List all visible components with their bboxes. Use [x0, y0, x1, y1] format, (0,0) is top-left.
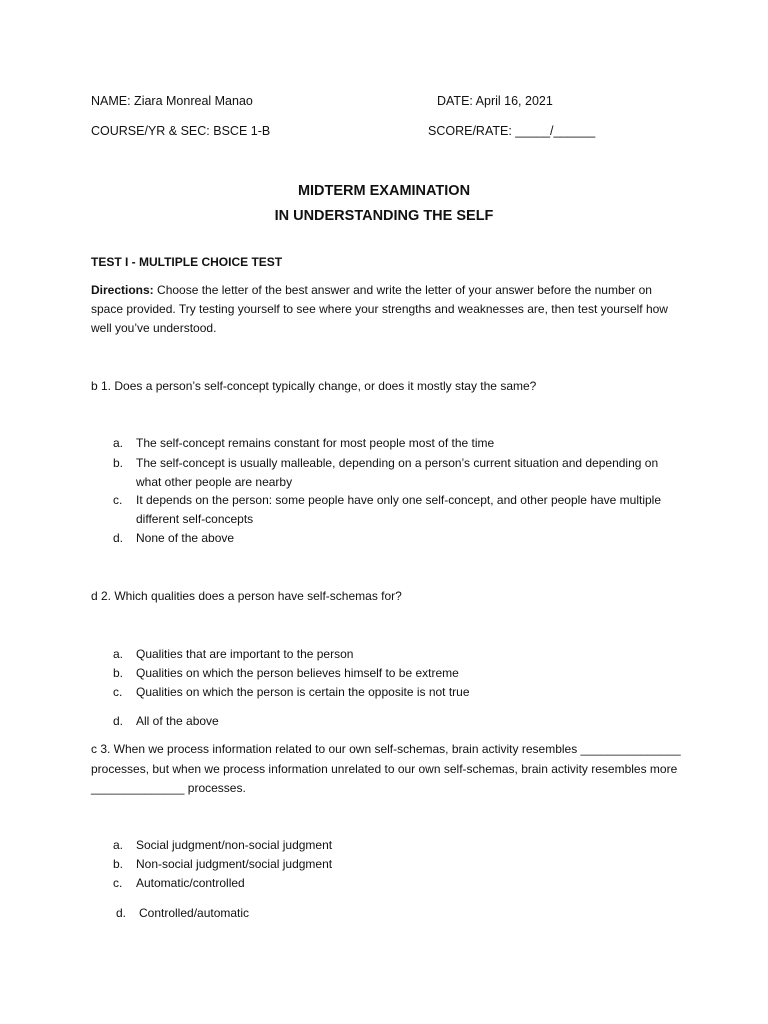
question-1-option-d: [113, 529, 693, 548]
option-text: None of the above: [136, 531, 235, 545]
question-2-option-c: [113, 683, 693, 702]
option-text: Automatic/controlled: [136, 876, 245, 890]
question-3: c 3. When we process information related to our own self-schemas, brain activity resembles _______________ processes, but when we process information unrelated to our own self-schemas, brain activity resembles more ______________ processes.: [91, 742, 681, 795]
option-text: Controlled/automatic: [139, 906, 250, 920]
exam-title-line2: IN UNDERSTANDING THE SELF: [274, 208, 494, 224]
student-name: NAME: Ziara Monreal Manao: [91, 94, 253, 108]
option-text: Qualities on which the person is certain the opposite is not true: [136, 685, 470, 699]
question-1: b 1. Does a person’s self-concept typically change, or does it mostly stay the same?: [91, 379, 537, 393]
course-year-section: COURSE/YR & SEC: BSCE 1-B: [91, 124, 271, 138]
option-letter: a.: [113, 436, 124, 450]
question-3-option-a: [113, 836, 693, 855]
exam-date: DATE: April 16, 2021: [437, 94, 553, 108]
question-2-option-d: [113, 712, 693, 731]
question-3-option-b: [113, 855, 693, 874]
option-text: Qualities on which the person believes himself to be extreme: [136, 666, 459, 680]
option-letter: c.: [113, 876, 123, 890]
question-3-option-c: [113, 874, 693, 893]
score-rate: SCORE/RATE: _____/______: [428, 124, 596, 138]
directions-label: Directions:: [91, 283, 154, 297]
option-letter: b.: [113, 456, 124, 470]
question-2-option-b: [113, 664, 693, 683]
option-text: It depends on the person: some people have only one self-concept, and other people have multiple different self-concepts: [136, 493, 662, 526]
option-text: All of the above: [136, 714, 219, 728]
option-letter: c.: [113, 493, 123, 507]
question-1-option-c: [113, 491, 693, 528]
directions: [91, 281, 681, 338]
option-letter: d.: [113, 531, 124, 545]
option-text: Non-social judgment/social judgment: [136, 857, 333, 871]
question-2-option-a: [113, 645, 693, 664]
option-text: Qualities that are important to the person: [136, 647, 354, 661]
option-letter: a.: [113, 838, 124, 852]
question-1-option-b: [113, 454, 693, 491]
question-1-option-a: [113, 434, 693, 453]
directions-text: Choose the letter of the best answer and write the letter of your answer before the number on space provided. Try testing yourself to see where your strengths and weaknesses are, then test yourself how well you’ve understood.: [91, 283, 668, 335]
question-3-option-d: [116, 904, 696, 923]
option-text: Social judgment/non-social judgment: [136, 838, 333, 852]
option-letter: c.: [113, 685, 123, 699]
option-letter: b.: [113, 666, 124, 680]
test-heading: TEST I - MULTIPLE CHOICE TEST: [91, 255, 283, 269]
option-text: The self-concept remains constant for most people most of the time: [136, 436, 495, 450]
question-2: d 2. Which qualities does a person have self-schemas for?: [91, 589, 402, 603]
exam-title-line1: MIDTERM EXAMINATION: [297, 183, 471, 199]
option-letter: a.: [113, 647, 124, 661]
option-letter: d.: [116, 906, 127, 920]
option-letter: b.: [113, 857, 124, 871]
option-text: The self-concept is usually malleable, depending on a person’s current situation and depending on what other people are nearby: [136, 456, 659, 489]
option-letter: d.: [113, 714, 124, 728]
